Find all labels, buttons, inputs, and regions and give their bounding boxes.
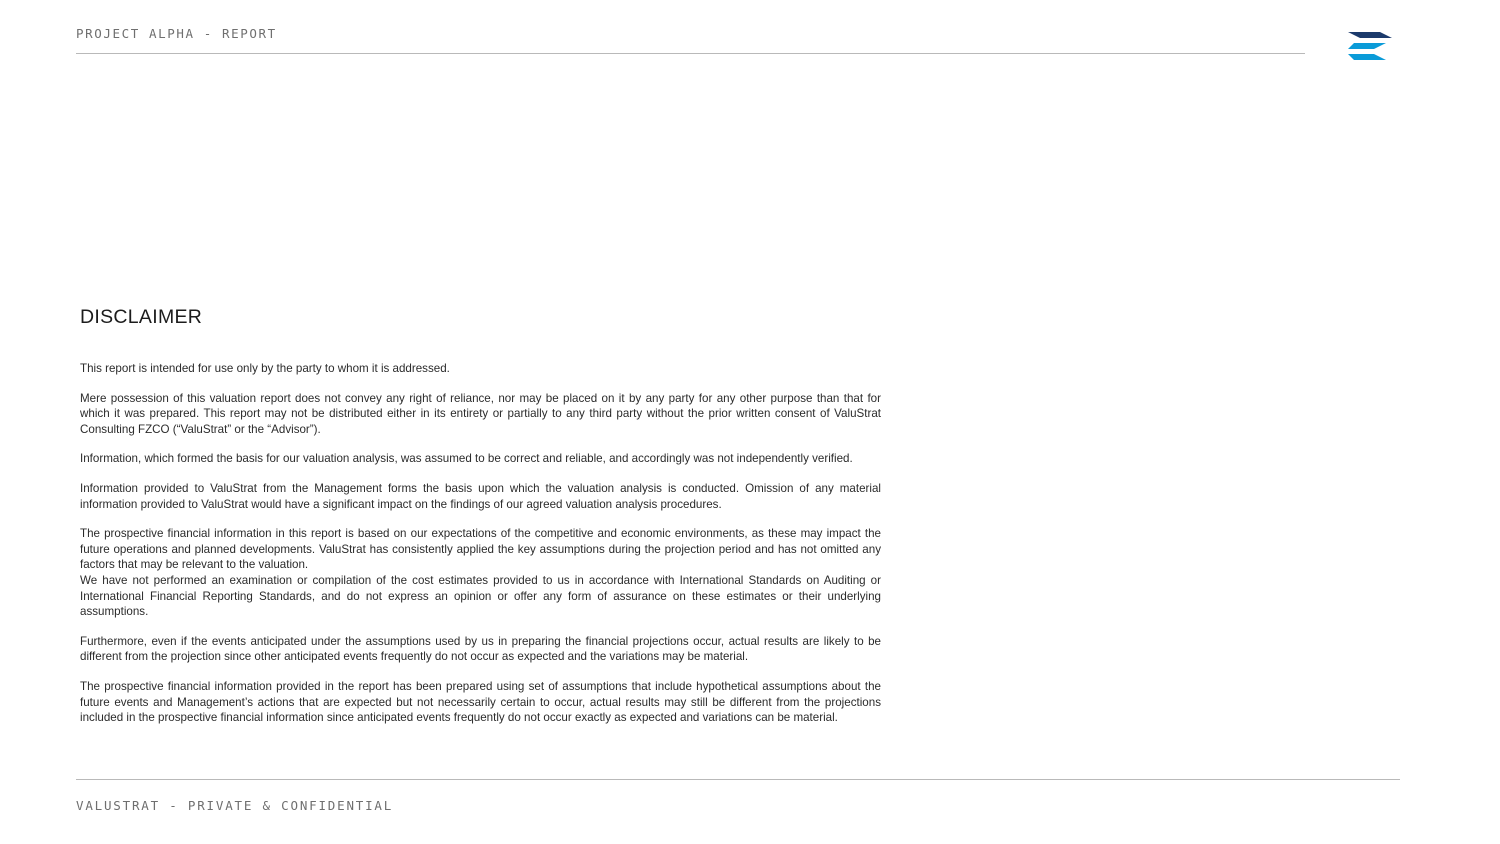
paragraph-2: Mere possession of this valuation report does not convey any right of reliance, nor may be placed on it by any party for any other purpose than that for which it was prepared. This report may not be distributed either in its entirety or partially to any third party without the prior written consent of ValuStrat Consulting FZCO (“ValuStrat” or the “Advisor”). [80, 391, 881, 436]
paragraph-1: This report is intended for use only by the party to whom it is addressed. [80, 362, 450, 375]
document-body [80, 306, 881, 726]
footer-text: VALUSTRAT - PRIVATE & CONFIDENTIAL [76, 798, 394, 813]
header-title: PROJECT ALPHA - REPORT [76, 26, 277, 41]
page-header [76, 26, 1305, 62]
header-divider [76, 53, 1305, 54]
paragraph-3: Information, which formed the basis for our valuation analysis, was assumed to be correct and reliable, and accordingly was not independently verified. [80, 452, 853, 466]
paragraph-8: The prospective financial information provided in the report has been prepared using set of assumptions that include hypothetical assumptions about the future events and Management’s actions that are expected but not necessarily certain to occur, actual results may still be different from the projections included in the prospective financial information since anticipated events frequently do not occur exactly as expected and variations can be material. [80, 679, 881, 725]
valustrat-logo-icon [1348, 32, 1392, 66]
paragraph-4: Information provided to ValuStrat from the Management forms the basis upon which the valuation analysis is conducted. Omission of any material information provided to ValuStrat would have a significant impact on the findings of our agreed valuation analysis procedures. [80, 481, 881, 511]
page-title: DISCLAIMER [80, 306, 203, 328]
paragraph-5: The prospective financial information in this report is based on our expectations of the competitive and economic environments, as these may impact the future operations and planned developments. ValuStrat has consistently applied the key assumptions during the projection period and has not omitted any factors that may be relevant to the valuation. [80, 527, 881, 572]
footer-divider [76, 779, 1400, 780]
paragraph-7: Furthermore, even if the events anticipated under the assumptions used by us in preparing the financial projections occur, actual results are likely to be different from the projection since other anticipated events frequently do not occur as expected and the variations may be material. [80, 634, 881, 664]
paragraph-6: We have not performed an examination or compilation of the cost estimates provided to us in accordance with International Standards on Auditing or International Financial Reporting Standards, and do not express an opinion or offer any form of assurance on these estimates or their underlying assumptions. [80, 573, 881, 619]
